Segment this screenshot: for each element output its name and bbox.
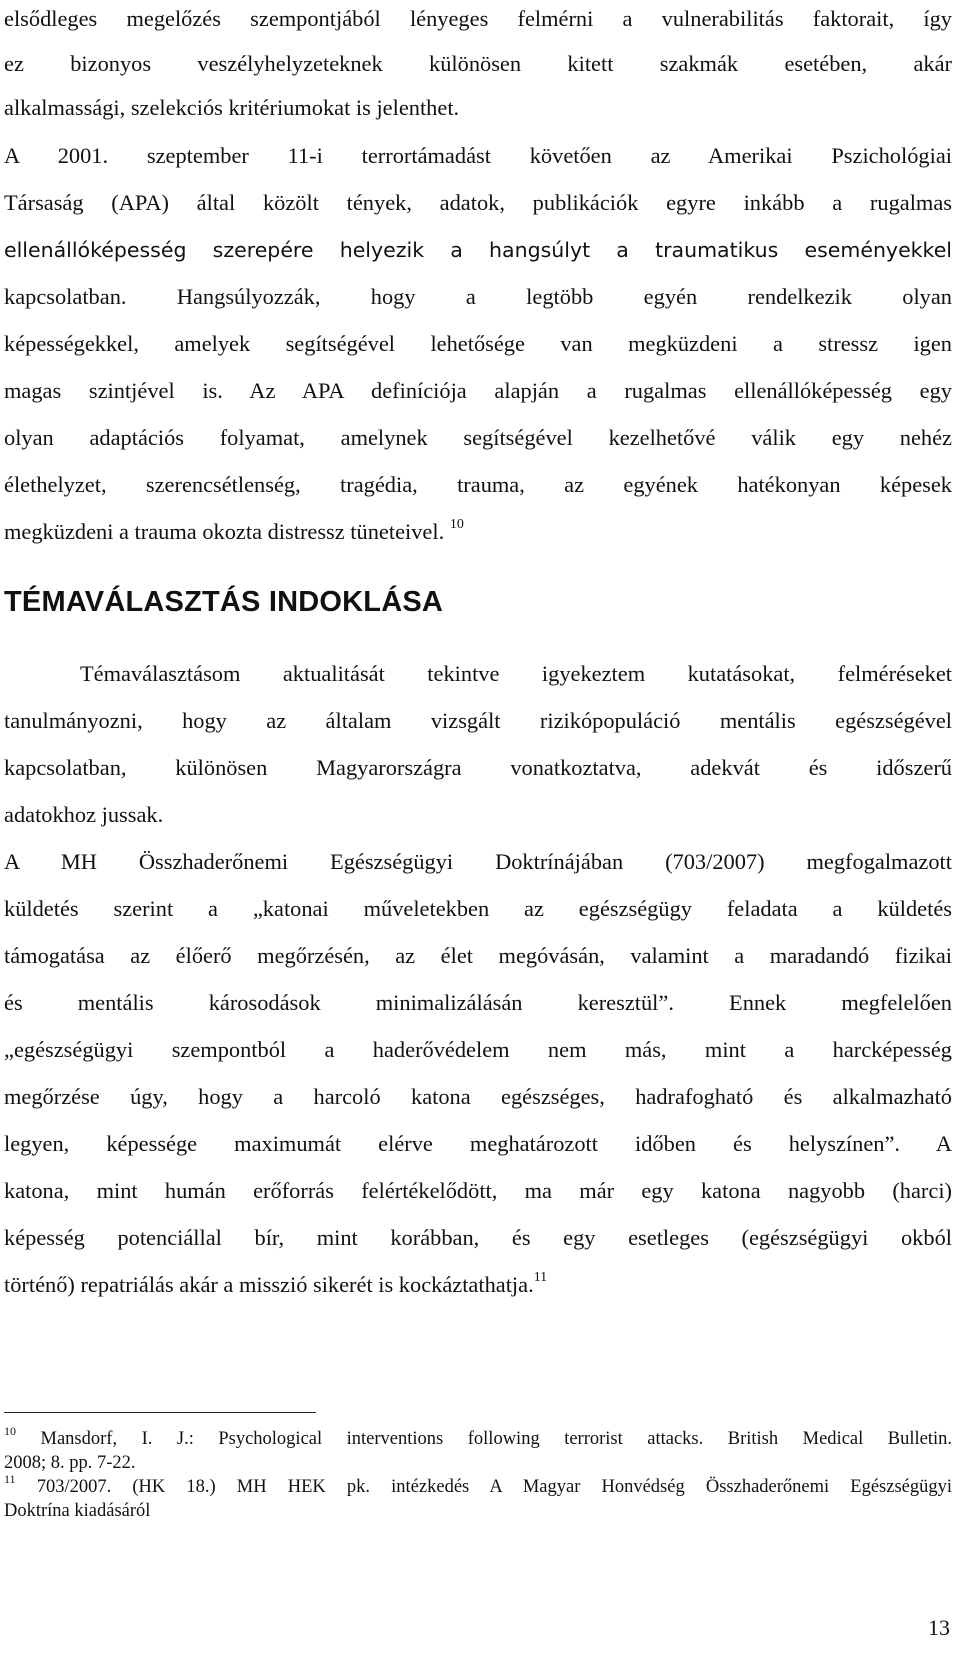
text-line: tanulmányozni, hogy az általam vizsgált rizikópopuláció mentális egészségével bbox=[4, 708, 952, 733]
footnote-ref: 10 bbox=[449, 517, 464, 532]
text-line: élethelyzet, szerencsétlenség, tragédia, trauma, az egyének hatékonyan képesek bbox=[4, 472, 952, 497]
footnote-text: 703/2007. (HK 18.) MH HEK pk. intézkedés A Magyar Honvédség Összhaderőnemi Egészségügyi bbox=[36, 1477, 953, 1497]
text-line: küldetés szerint a „katonai műveletekben az egészségügy feladata a küldetés bbox=[4, 896, 952, 921]
text-line: Témaválasztásom aktualitását tekintve igyekeztem kutatásokat, felméréseket bbox=[80, 661, 952, 686]
footnote-ref: 11 bbox=[533, 1270, 548, 1285]
text-line: A MH Összhaderőnemi Egészségügyi Doktrínájában (703/2007) megfogalmazott bbox=[4, 849, 952, 874]
text-line: támogatása az élőerő megőrzésén, az élet megóvásán, valamint a maradandó fizikai bbox=[4, 943, 952, 968]
text-line: ellenállóképesség szerepére helyezik a hangsúlyt a traumatikus eseményekkel bbox=[4, 238, 952, 262]
text-line: képesség potenciállal bír, mint korábban, és egy esetleges (egészségügyi okból bbox=[4, 1225, 952, 1250]
text-line: megőrzése úgy, hogy a harcoló katona egészséges, hadrafogható és alkalmazható bbox=[4, 1084, 952, 1109]
text-line: adatokhoz jussak. bbox=[4, 802, 164, 827]
text-line: ez bizonyos veszélyhelyzeteknek különösen kitett szakmák esetében, akár bbox=[4, 51, 952, 76]
page-number: 13 bbox=[928, 1615, 950, 1640]
text-line: kapcsolatban, különösen Magyarországra vonatkoztatva, adekvát és időszerű bbox=[4, 755, 952, 780]
footnote-number: 11 bbox=[4, 1472, 16, 1486]
footnote-line: 2008; 8. pp. 7-22. bbox=[4, 1453, 136, 1473]
section-heading: TÉMAVÁLASZTÁS INDOKLÁSA bbox=[4, 586, 444, 618]
footnote-text: Mansdorf, I. J.: Psychological interventions following terrorist attacks. British Medical Bulletin. bbox=[40, 1429, 952, 1449]
footnote-separator bbox=[4, 1412, 316, 1413]
text-line: „egészségügyi szempontból a haderővédelem nem más, mint a harcképesség bbox=[4, 1037, 952, 1062]
text-line: képességekkel, amelyek segítségével lehetősége van megküzdeni a stressz igen bbox=[4, 331, 952, 356]
text-line: alkalmassági, szelekciós kritériumokat is jelenthet. bbox=[4, 95, 460, 120]
text-line: katona, mint humán erőforrás felértékelődött, ma már egy katona nagyobb (harci) bbox=[4, 1178, 952, 1203]
text-line: kapcsolatban. Hangsúlyozzák, hogy a legtöbb egyén rendelkezik olyan bbox=[4, 284, 952, 309]
footnote-line bbox=[4, 1472, 953, 1498]
text-line-content: történő) repatriálás akár a misszió sikerét is kockáztathatja. bbox=[4, 1272, 534, 1297]
text-line bbox=[4, 518, 952, 546]
text-line: A 2001. szeptember 11-i terrortámadást követően az Amerikai Pszichológiai bbox=[4, 143, 952, 168]
text-line: és mentális károsodások minimalizálásán keresztül”. Ennek megfelelően bbox=[4, 990, 952, 1015]
text-line: legyen, képessége maximumát elérve meghatározott időben és helyszínen”. A bbox=[4, 1131, 952, 1156]
text-line bbox=[4, 1271, 952, 1299]
footnote-line: Doktrína kiadásáról bbox=[4, 1501, 151, 1521]
text-line: magas szintjével is. Az APA definíciója alapján a rugalmas ellenállóképesség egy bbox=[4, 378, 952, 403]
text-line-content: megküzdeni a trauma okozta distressz tüneteivel. bbox=[4, 519, 445, 544]
text-line: olyan adaptációs folyamat, amelynek segítségével kezelhetővé válik egy nehéz bbox=[4, 425, 952, 450]
footnote-number: 10 bbox=[4, 1424, 16, 1438]
text-line: Társaság (APA) által közölt tények, adatok, publikációk egyre inkább a rugalmas bbox=[4, 190, 952, 215]
text-line: elsődleges megelőzés szempontjából lényeges felmérni a vulnerabilitás faktorait, így bbox=[4, 6, 952, 31]
footnote-line bbox=[4, 1424, 952, 1450]
